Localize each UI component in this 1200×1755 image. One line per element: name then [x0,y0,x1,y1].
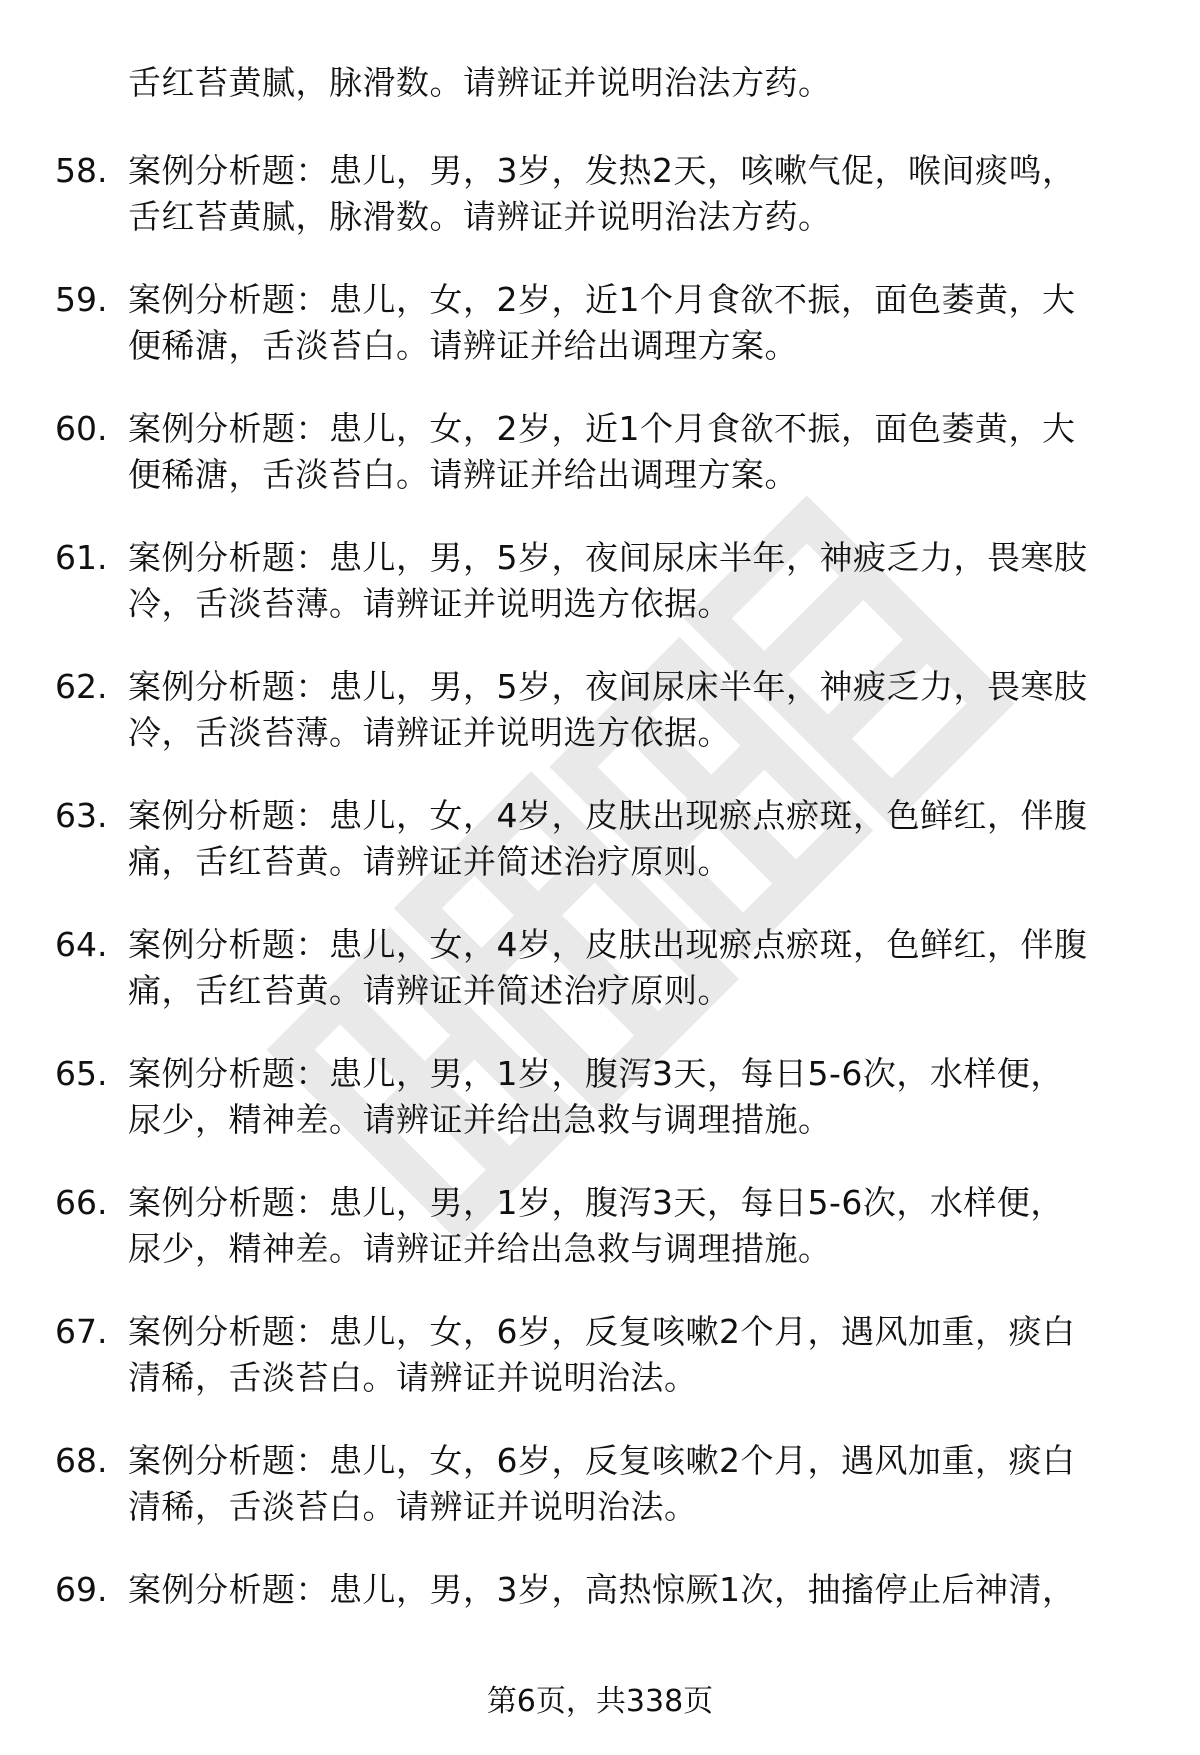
question-item [0,644,1200,773]
question-number: 69. [55,1570,108,1609]
question-line: 尿少，精神差。请辨证并给出急救与调理措施。 [128,1100,832,1139]
question-number: 62. [55,667,108,706]
page-footer: 第6页，共338页 [486,1684,714,1719]
question-number: 64. [55,925,108,964]
question-line: 痛，舌红苔黄。请辨证并简述治疗原则。 [128,971,731,1010]
question-text [128,922,1168,1014]
question-text [128,277,1168,369]
question-line: 案例分析题：患儿，男，1岁，腹泻3天，每日5-6次，水样便， [128,1054,1064,1093]
question-number: 66. [55,1183,108,1222]
question-text [128,793,1168,885]
question-line: 案例分析题：患儿，女，2岁，近1个月食欲不振，面色萎黄，大 [128,280,1076,319]
question-item [0,257,1200,386]
question-item [0,1289,1200,1418]
question-number: 60. [55,409,108,448]
question-line: 案例分析题：患儿，女，6岁，反复咳嗽2个月，遇风加重，痰白 [128,1312,1076,1351]
question-text [128,1051,1168,1143]
question-item [0,386,1200,515]
question-line: 案例分析题：患儿，男，3岁，高热惊厥1次，抽搐停止后神清， [128,1570,1076,1609]
question-line: 便稀溏，舌淡苔白。请辨证并给出调理方案。 [128,455,798,494]
continuation-text: 舌红苔黄腻，脉滑数。请辨证并说明治法方药。 [128,63,832,102]
question-number: 68. [55,1441,108,1480]
question-text [128,1567,1168,1613]
question-item [0,902,1200,1031]
question-line: 冷，舌淡苔薄。请辨证并说明选方依据。 [128,713,731,752]
question-list [0,128,1200,1676]
question-text [128,1438,1168,1530]
question-item [0,1160,1200,1289]
question-line: 便稀溏，舌淡苔白。请辨证并给出调理方案。 [128,326,798,365]
question-text [128,148,1168,240]
question-text [128,406,1168,498]
question-item [0,1418,1200,1547]
question-line: 舌红苔黄腻，脉滑数。请辨证并说明治法方药。 [128,197,832,236]
question-line: 案例分析题：患儿，女，6岁，反复咳嗽2个月，遇风加重，痰白 [128,1441,1076,1480]
question-number: 59. [55,280,108,319]
question-text [128,535,1168,627]
question-number: 67. [55,1312,108,1351]
question-line: 案例分析题：患儿，男，1岁，腹泻3天，每日5-6次，水样便， [128,1183,1064,1222]
question-item [0,1031,1200,1160]
question-line: 案例分析题：患儿，男，5岁，夜间尿床半年，神疲乏力，畏寒肢 [128,538,1088,577]
question-text [128,664,1168,756]
question-line: 案例分析题：患儿，女，4岁，皮肤出现瘀点瘀斑，色鲜红，伴腹 [128,796,1088,835]
question-number: 63. [55,796,108,835]
question-number: 61. [55,538,108,577]
question-line: 案例分析题：患儿，男，3岁，发热2天，咳嗽气促，喉间痰鸣， [128,151,1076,190]
question-item [0,128,1200,257]
question-item [0,773,1200,902]
question-item [0,1547,1200,1676]
question-number: 58. [55,151,108,190]
question-line: 案例分析题：患儿，女，4岁，皮肤出现瘀点瘀斑，色鲜红，伴腹 [128,925,1088,964]
question-line: 清稀，舌淡苔白。请辨证并说明治法。 [128,1358,698,1397]
question-text [128,1180,1168,1272]
question-line: 尿少，精神差。请辨证并给出急救与调理措施。 [128,1229,832,1268]
question-text [128,1309,1168,1401]
question-line: 痛，舌红苔黄。请辨证并简述治疗原则。 [128,842,731,881]
question-line: 冷，舌淡苔薄。请辨证并说明选方依据。 [128,584,731,623]
question-number: 65. [55,1054,108,1093]
question-line: 清稀，舌淡苔白。请辨证并说明治法。 [128,1487,698,1526]
question-item [0,515,1200,644]
question-line: 案例分析题：患儿，女，2岁，近1个月食欲不振，面色萎黄，大 [128,409,1076,448]
question-line: 案例分析题：患儿，男，5岁，夜间尿床半年，神疲乏力，畏寒肢 [128,667,1088,706]
